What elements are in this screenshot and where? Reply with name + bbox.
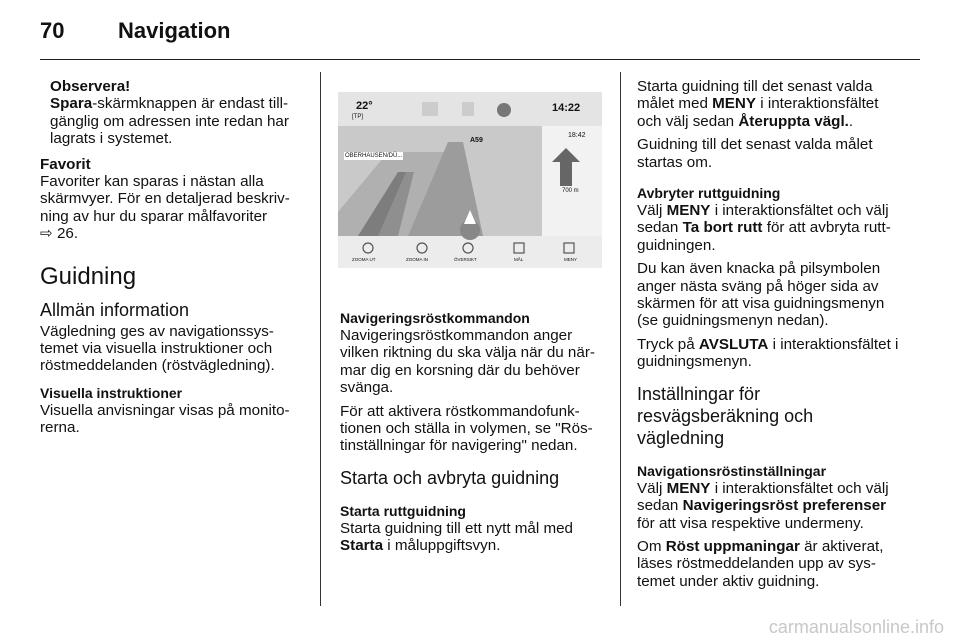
page-title: Navigation [118, 18, 231, 43]
navigation-screen-image [338, 92, 602, 268]
note-text: -skärmknappen är endast till-gänglig om adressen inte redan har lagrats i systemet. [50, 95, 289, 148]
screen-btn-menu: MENY [564, 257, 578, 262]
screen-tp: [TP] [352, 114, 364, 120]
p3-bold-meny: MENY [666, 202, 711, 220]
screen-city: OBERHAUSEN/DÜ... [345, 153, 403, 159]
starta-bold: Starta [340, 537, 384, 555]
avbryt-title: Avbryter ruttguidning [637, 185, 781, 202]
header-rule [40, 59, 920, 60]
screen-btn-zoom-out: ZOOMA UT [352, 257, 376, 262]
screen-time: 14:22 [552, 102, 581, 114]
watermark: carmanualsonline.info [768, 617, 944, 637]
allman-text: Vägledning ges av navigationssys-temet via visuella instruktioner och röstmeddelanden (röstvägledning). [40, 322, 275, 375]
screen-eta: 18:42 [568, 132, 586, 139]
p1-a: Starta guidning till det senast valda målet med [637, 78, 873, 113]
p1-bold-ateruppta: Återuppta vägl. [738, 112, 849, 130]
heading-guidning: Guidning [40, 262, 137, 290]
note-title: Observera! [50, 78, 131, 95]
starta-text-b: i måluppgiftsvyn. [387, 537, 501, 555]
p3-b: i interaktionsfältet och välj sedan [637, 202, 889, 237]
screen-btn-zoom-in: ZOOMA IN [406, 257, 429, 262]
p3-a: Välj [637, 202, 663, 220]
screen-btn-destination: MÅL [514, 257, 524, 262]
p5-b: i interaktionsfältet i guidningsmenyn. [637, 335, 899, 371]
favorit-title: Favorit [40, 155, 91, 173]
p6-bold-preferenser: Navigeringsröst preferenser [682, 497, 887, 515]
rost-text-2: För att aktivera röstkommandofunk-tionen och ställa in volymen, se "Rös-tinställningar för navigering" nedan. [340, 402, 593, 455]
p1-bold-meny: MENY [712, 95, 757, 113]
p7-b: är aktiverat, läses röstmeddelanden upp av sys-temet under aktiv guidning. [637, 537, 884, 590]
p7-bold: Röst uppmaningar [665, 537, 800, 555]
column-1 [40, 78, 308, 443]
column-divider-2 [620, 72, 621, 606]
p6-a: Välj [637, 479, 663, 497]
rost-text-1: Navigeringsröstkommandon anger vilken riktning du ska välja när du när-mar dig en korsning där du behöver svänga. [340, 327, 595, 397]
p1-c: . [848, 112, 854, 130]
column-2 [340, 310, 606, 561]
p7-a: Om [637, 537, 662, 555]
p3-c: för att avbryta rutt-guidningen. [637, 219, 891, 254]
screen-temp: 22° [356, 100, 373, 112]
p3-bold-ta-bort: Ta bort rutt [682, 219, 763, 237]
screen-distance: 700 m [562, 188, 579, 194]
starta-title: Starta ruttguidning [340, 502, 466, 519]
favorit-text: Favoriter kan sparas i nästan alla skärmvyer. För en detaljerad beskriv-ning av hur du sparar målfavoriter [40, 173, 290, 225]
rost-title: Navigeringsröstkommandon [340, 310, 530, 326]
rostinst-title: Navigationsröstinställningar [637, 462, 827, 479]
screen-road: A59 [470, 137, 483, 144]
p6-c: för att visa respektive undermeny. [637, 514, 864, 532]
starta-text-a: Starta guidning till ett nytt mål med [340, 519, 573, 537]
favorit-ref-page: 26. [56, 225, 79, 243]
visuella-title: Visuella instruktioner [40, 384, 183, 401]
p6-b: i interaktionsfältet och välj sedan [637, 479, 889, 515]
page-ref-arrow-icon: ⇨ [40, 225, 53, 243]
heading-starta: Starta och avbryta guidning [340, 467, 560, 488]
screen-btn-overview: ÖVERSIKT [454, 257, 477, 262]
heading-installningar: Inställningar för resvägsberäkning och vägledning [637, 383, 814, 448]
column-3 [637, 78, 905, 596]
note-bold: Spara [50, 95, 93, 113]
p4: Du kan även knacka på pilsymbolen anger nästa sväng på höger sida av skärmen för att visa guidningsmenyn (se guidningsmenyn nedan). [637, 260, 885, 330]
p5-bold-avsluta: AVSLUTA [698, 335, 769, 353]
p2: Guidning till det senast valda målet startas om. [637, 136, 873, 171]
p1-b: i interaktionsfältet och välj sedan [637, 95, 879, 130]
p5-a: Tryck på [637, 335, 695, 353]
heading-allman: Allmän information [40, 299, 190, 320]
visuella-text: Visuella anvisningar visas på monito-rerna. [40, 401, 290, 437]
note-block [40, 78, 308, 148]
column-divider-1 [320, 72, 321, 606]
page-header [0, 0, 960, 60]
p6-bold-meny: MENY [666, 479, 711, 497]
page-number: 70 [40, 18, 65, 43]
